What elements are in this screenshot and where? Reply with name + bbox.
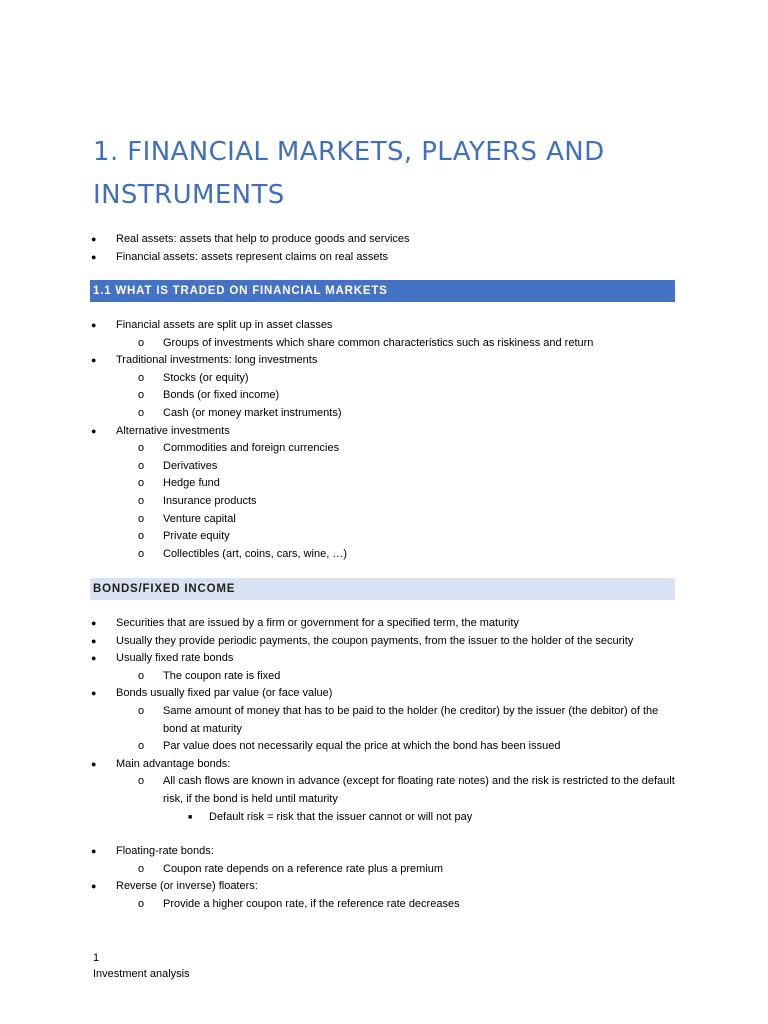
footer (93, 950, 190, 982)
circle-bullet-icon: o (138, 336, 145, 349)
circle-bullet-icon: o (138, 477, 145, 490)
footer-label: Investment analysis (93, 968, 190, 980)
circle-bullet-icon: o (138, 547, 145, 560)
page-title: 1. FINANCIAL MARKETS, PLAYERS AND INSTRUMENTS (93, 137, 605, 210)
list-item: ● Reverse (or inverse) floaters: (93, 878, 675, 896)
list-item: ● Usually fixed rate bonds (93, 650, 675, 668)
circle-bullet-icon: o (138, 862, 145, 875)
circle-bullet-icon: o (138, 704, 145, 717)
bullet-icon: ● (91, 688, 97, 699)
sub-list-item: o All cash flows are known in advance (except for floating rate notes) and the risk is restricted to the default risk, if the bond is held until maturity (138, 775, 675, 805)
sub-list-item: o Venture capital (93, 511, 675, 529)
traded-list (93, 317, 675, 563)
list-item: ● Financial assets: assets represent claims on real assets (93, 249, 675, 267)
sub-list-item: o Hedge fund (93, 475, 675, 493)
circle-bullet-icon: o (138, 669, 145, 682)
circle-bullet-icon: o (138, 406, 145, 419)
circle-bullet-icon: o (138, 459, 145, 472)
bullet-icon: ● (91, 846, 97, 857)
sub-list-item: o Coupon rate depends on a reference rate plus a premium (93, 861, 675, 879)
page-number: 1 (93, 952, 100, 964)
sub-list-item: o Bonds (or fixed income) (93, 387, 675, 405)
sub-list-item: o Cash (or money market instruments) (93, 405, 675, 423)
square-bullet-icon: ■ (188, 813, 193, 821)
circle-bullet-icon: o (138, 494, 145, 507)
bullet-icon: ● (91, 618, 97, 628)
bullet-icon: ● (91, 635, 97, 646)
list-item: ● Main advantage bonds: (93, 756, 675, 774)
bonds-list (93, 615, 675, 914)
circle-bullet-icon: o (138, 371, 145, 384)
bullet-icon: ● (91, 758, 97, 769)
circle-bullet-icon: o (138, 740, 145, 753)
bullet-icon: ● (91, 355, 97, 366)
sub-list-item: o Commodities and foreign currencies (93, 440, 675, 458)
bullet-icon: ● (91, 234, 97, 244)
list-item: ● Financial assets are split up in asset classes (93, 317, 675, 335)
circle-bullet-icon: o (138, 530, 145, 543)
section-heading-bonds: BONDS/FIXED INCOME (90, 578, 675, 600)
bullet-icon: ● (91, 881, 97, 892)
sub-list-item: o Collectibles (art, coins, cars, wine, …) (93, 546, 675, 564)
blank-line (93, 826, 675, 843)
bullet-icon: ● (91, 425, 97, 436)
sub-list-item: o Derivatives (93, 458, 675, 476)
sub-list-item: o Par value does not necessarily equal the price at which the bond has been issued (93, 738, 675, 756)
list-item: ● Usually they provide periodic payments, the coupon payments, from the issuer to the holder of the security (93, 633, 675, 651)
list-item: ● Alternative investments (93, 423, 675, 441)
list-item: ● Floating-rate bonds: (93, 843, 675, 861)
list-item: ● Bonds usually fixed par value (or face value) (93, 685, 675, 703)
sub-list-item: o Same amount of money that has to be paid to the holder (he creditor) by the issuer (the debitor) of the bond at maturity (138, 704, 659, 735)
intro-list (93, 231, 675, 266)
sub-list-item: o Provide a higher coupon rate, if the reference rate decreases (93, 896, 675, 914)
bullet-icon: ● (91, 320, 97, 330)
bullet-icon: ● (91, 653, 97, 664)
sub-list-item: o The coupon rate is fixed (93, 668, 675, 686)
sub-list-item: o Insurance products (93, 493, 675, 511)
bullet-icon: ● (91, 251, 97, 262)
section-heading-traded: 1.1 WHAT IS TRADED ON FINANCIAL MARKETS (90, 280, 675, 302)
circle-bullet-icon: o (138, 897, 145, 910)
circle-bullet-icon: o (138, 775, 145, 788)
list-item: ● Traditional investments: long investments (93, 352, 675, 370)
list-item: ● Real assets: assets that help to produce goods and services (93, 231, 675, 249)
list-item: ● Securities that are issued by a firm or government for a specified term, the maturity (93, 615, 675, 633)
circle-bullet-icon: o (138, 512, 145, 525)
circle-bullet-icon: o (138, 389, 145, 402)
circle-bullet-icon: o (138, 442, 145, 455)
sub-list-item: o Private equity (93, 528, 675, 546)
sub-list-item: o Stocks (or equity) (93, 370, 675, 388)
sub-list-item: o Groups of investments which share common characteristics such as riskiness and return (93, 335, 675, 353)
sub-sub-list-item: ■ Default risk = risk that the issuer cannot or will not pay (93, 809, 675, 827)
